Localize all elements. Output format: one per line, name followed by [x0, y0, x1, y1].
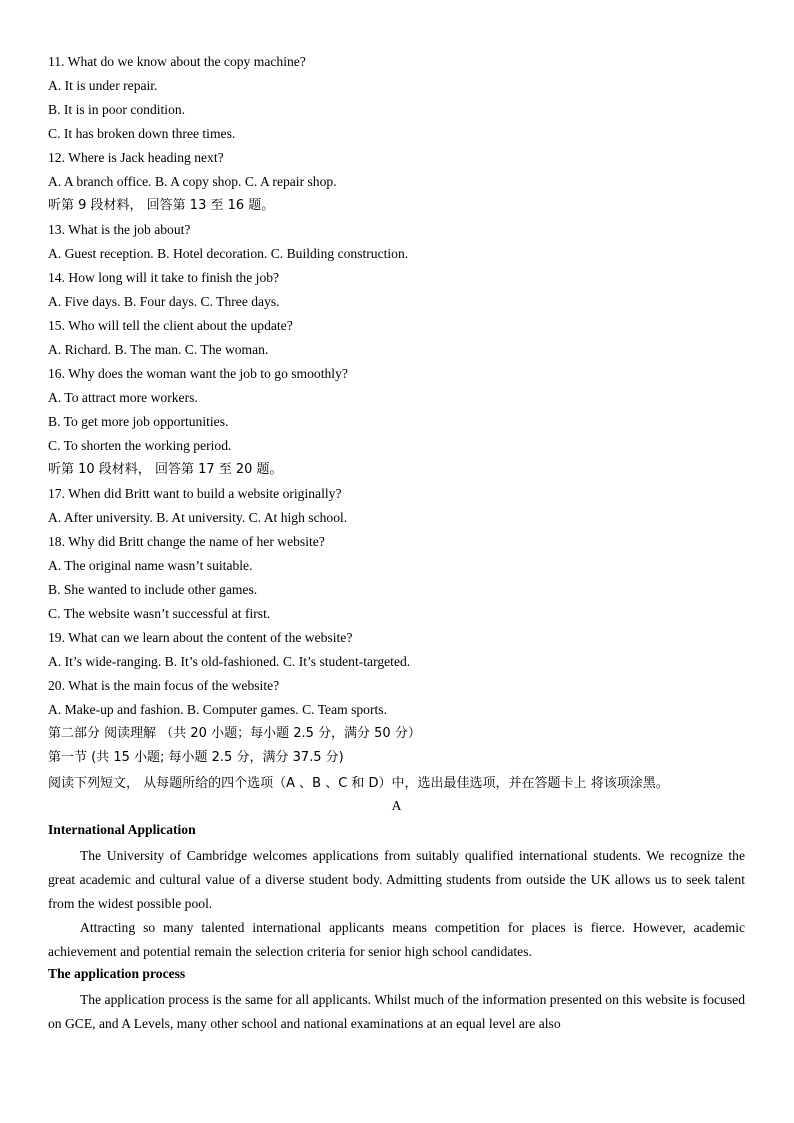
option-line: A. Richard. B. The man. C. The woman. [48, 342, 269, 357]
option-line: B. To get more job opportunities. [48, 414, 229, 429]
option-line: A. Five days. B. Four days. C. Three days. [48, 294, 280, 309]
question-19: 19. What can we learn about the content of the website? [48, 630, 353, 645]
passage-paragraph: Attracting so many talented international applicants means competition for places is fierce. However, academic achievement and potential remain the selection criteria for senior high school candidates. [48, 920, 745, 959]
option-line: A. The original name wasn’t suitable. [48, 558, 253, 573]
question-20: 20. What is the main focus of the website? [48, 678, 280, 693]
question-15: 15. Who will tell the client about the update? [48, 318, 293, 333]
question-11: 11. What do we know about the copy machine? [48, 54, 306, 69]
passage-letter: A [391, 798, 402, 813]
section-instruction: 听第 10 段材料， 回答第 17 至 20 题。 [48, 462, 283, 477]
option-line: C. It has broken down three times. [48, 126, 236, 141]
passage-paragraph: The University of Cambridge welcomes applications from suitably qualified international students. We recognize the great academic and cultural value of a diverse student body. Admitting students from outside the UK allows us to seek talent from the widest possible pool. [48, 848, 745, 911]
option-line: A. To attract more workers. [48, 390, 198, 405]
option-line: A. It is under repair. [48, 78, 158, 93]
question-13: 13. What is the job about? [48, 222, 191, 237]
option-line: A. A branch office. B. A copy shop. C. A repair shop. [48, 174, 337, 189]
option-line: C. The website wasn’t successful at first. [48, 606, 271, 621]
document-page [48, 52, 745, 1036]
passage-heading: International Application [48, 822, 196, 837]
question-16: 16. Why does the woman want the job to go smoothly? [48, 366, 348, 381]
passage-subheading: The application process [48, 966, 186, 981]
question-12: 12. Where is Jack heading next? [48, 150, 224, 165]
option-line: A. Make-up and fashion. B. Computer games. C. Team sports. [48, 702, 387, 717]
section-instruction: 听第 9 段材料， 回答第 13 至 16 题。 [48, 198, 275, 213]
reading-instruction: 阅读下列短文， 从每题所给的四个选项（A 、B 、C 和 D）中，选出最佳选项，并在答题卡上 将该项涂黑。 [48, 776, 669, 791]
option-line: C. To shorten the working period. [48, 438, 232, 453]
option-line: A. After university. B. At university. C. At high school. [48, 510, 348, 525]
section-heading: 第一节 (共 15 小题; 每小题 2.5 分，满分 37.5 分) [48, 750, 344, 765]
option-line: A. Guest reception. B. Hotel decoration. C. Building construction. [48, 246, 409, 261]
option-line: B. It is in poor condition. [48, 102, 186, 117]
question-17: 17. When did Britt want to build a website originally? [48, 486, 342, 501]
question-14: 14. How long will it take to finish the job? [48, 270, 280, 285]
option-line: A. It’s wide-ranging. B. It’s old-fashioned. C. It’s student-targeted. [48, 654, 411, 669]
option-line: B. She wanted to include other games. [48, 582, 258, 597]
part-heading: 第二部分 阅读理解 （共 20 小题；每小题 2.5 分，满分 50 分） [48, 726, 421, 741]
passage-paragraph: The application process is the same for all applicants. Whilst much of the information presented on this website is focused on GCE, and A Levels, many other school and national examinations at an equal level are also [48, 992, 745, 1031]
question-18: 18. Why did Britt change the name of her website? [48, 534, 325, 549]
